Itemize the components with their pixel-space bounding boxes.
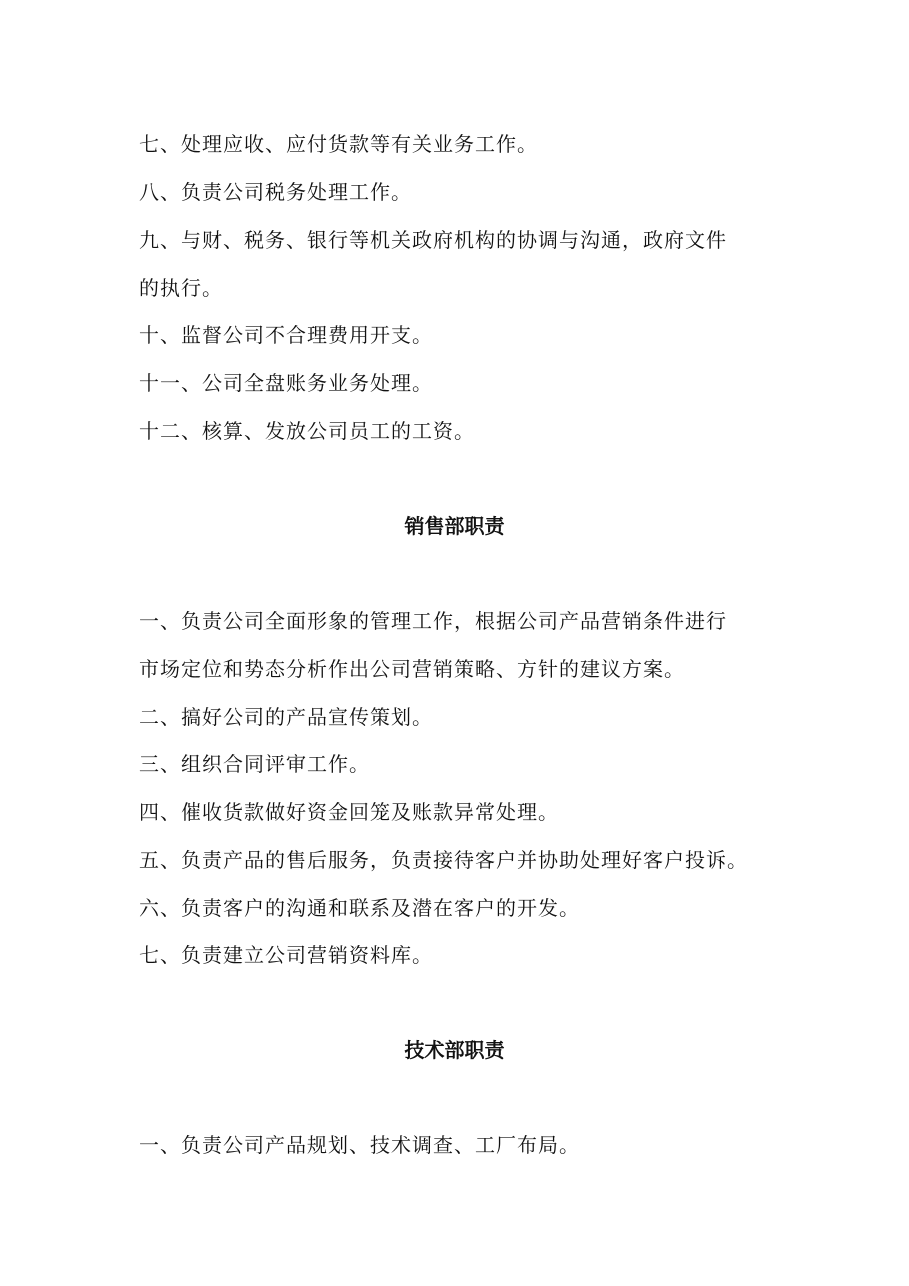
finance-item-12: 十二、核算、发放公司员工的工资。: [139, 419, 475, 443]
sales-item-7: 七、负责建立公司营销资料库。: [139, 943, 433, 967]
finance-item-10: 十、监督公司不合理费用开支。: [139, 323, 433, 347]
tech-heading: 技术部职责: [404, 1038, 505, 1062]
finance-item-8: 八、负责公司税务处理工作。: [139, 180, 412, 204]
finance-item-9: 九、与财、税务、银行等机关政府机构的协调与沟通，政府文件: [139, 228, 727, 252]
sales-item-3: 三、组织合同评审工作。: [139, 752, 370, 776]
sales-heading: 销售部职责: [404, 514, 505, 538]
tech-item-1: 一、负责公司产品规划、技术调查、工厂布局。: [139, 1133, 580, 1157]
sales-item-5: 五、负责产品的售后服务，负责接待客户并协助处理好客户投诉。: [139, 848, 748, 872]
sales-item-1: 一、负责公司全面形象的管理工作，根据公司产品营销条件进行: [139, 609, 727, 633]
finance-item-7: 七、处理应收、应付货款等有关业务工作。: [139, 132, 538, 156]
sales-item-4: 四、催收货款做好资金回笼及账款异常处理。: [139, 800, 559, 824]
sales-item-1-continued: 市场定位和势态分析作出公司营销策略、方针的建议方案。: [139, 657, 685, 681]
sales-item-2: 二、搞好公司的产品宣传策划。: [139, 705, 433, 729]
sales-item-6: 六、负责客户的沟通和联系及潜在客户的开发。: [139, 896, 580, 920]
finance-item-11: 十一、公司全盘账务业务处理。: [139, 371, 433, 395]
finance-item-9-continued: 的执行。: [139, 276, 223, 300]
